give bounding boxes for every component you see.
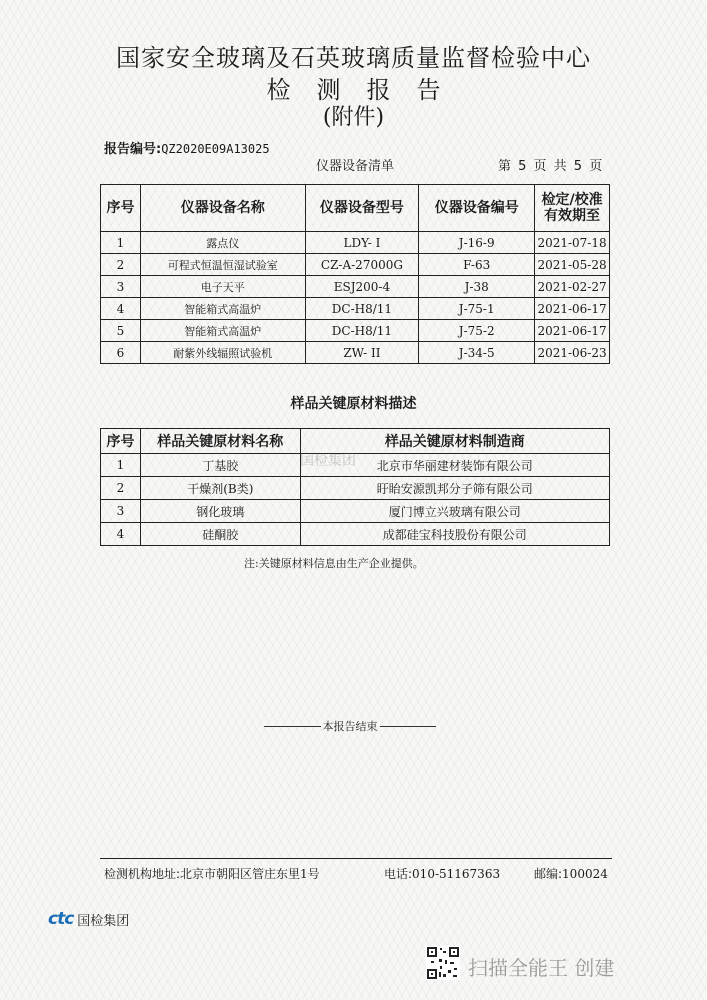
row-no: 1 — [101, 232, 141, 254]
row-date: 2021-06-17 — [535, 320, 610, 342]
row-equipment-name: 可程式恒温恒湿试验室 — [140, 254, 305, 276]
row-no: 4 — [101, 298, 141, 320]
ctc-logo-name: 国检集团 — [77, 913, 130, 929]
table-row — [101, 298, 610, 320]
equipment-list-title: 仪器设备清单 — [316, 159, 395, 174]
address-label: 检测机构地址: — [104, 867, 181, 881]
materials-section-title: 样品关键原材料描述 — [290, 396, 417, 412]
row-no: 2 — [101, 477, 141, 500]
row-manufacturer: 盱眙安源凯邦分子筛有限公司 — [300, 477, 609, 500]
institution-title: 国家安全玻璃及石英玻璃质量监督检验中心 — [116, 44, 591, 72]
row-no: 3 — [101, 500, 141, 523]
row-material-name: 钢化玻璃 — [140, 500, 300, 523]
row-date: 2021-07-18 — [535, 232, 610, 254]
col-header-name: 仪器设备名称 — [140, 185, 305, 232]
row-no: 6 — [101, 342, 141, 364]
end-line-left — [264, 726, 321, 727]
row-code: J-34-5 — [419, 342, 535, 364]
table-row — [101, 477, 610, 500]
report-number — [104, 138, 270, 157]
materials-table — [100, 428, 610, 546]
row-date: 2021-02-27 — [535, 276, 610, 298]
row-equipment-name: 露点仪 — [140, 232, 305, 254]
ctc-logo — [48, 909, 129, 929]
row-manufacturer: 厦门博立兴玻璃有限公司 — [300, 500, 609, 523]
row-no: 3 — [101, 276, 141, 298]
watermark: 国检集团 — [300, 453, 356, 469]
col-header-model: 仪器设备型号 — [305, 185, 419, 232]
col-header-no: 序号 — [101, 185, 141, 232]
row-no: 1 — [101, 454, 141, 477]
row-date: 2021-05-28 — [535, 254, 610, 276]
footer-address — [104, 865, 320, 882]
table-row — [101, 232, 610, 254]
row-equipment-name: 电子天平 — [140, 276, 305, 298]
col-header-material-name: 样品关键原材料名称 — [140, 429, 300, 454]
report-number-value: QZ2020E09A13025 — [161, 142, 270, 156]
phone-label: 电话: — [384, 867, 413, 881]
col-header-code: 仪器设备编号 — [419, 185, 535, 232]
equipment-table — [100, 184, 610, 364]
col-header-manufacturer: 样品关键原材料制造商 — [300, 429, 609, 454]
page-info: 第 5 页 共 5 页 — [498, 159, 603, 174]
row-code: J-38 — [419, 276, 535, 298]
equipment-table-header — [101, 185, 610, 232]
table-row — [101, 276, 610, 298]
row-equipment-name: 智能箱式高温炉 — [140, 298, 305, 320]
postcode-label: 邮编: — [534, 867, 563, 881]
row-model: LDY- I — [305, 232, 419, 254]
end-line-right — [380, 726, 437, 727]
end-of-report-text: 本报告结束 — [322, 720, 378, 733]
table-row — [101, 254, 610, 276]
scanner-watermark-text: 扫描全能王 创建 — [468, 956, 615, 980]
row-model: DC-H8/11 — [305, 320, 419, 342]
attachment-title: (附件) — [322, 105, 385, 130]
row-material-name: 丁基胶 — [140, 454, 300, 477]
row-code: J-75-1 — [419, 298, 535, 320]
footer-postcode — [534, 865, 608, 882]
report-title: 检测报告 — [266, 76, 467, 104]
row-code: F-63 — [419, 254, 535, 276]
table-row — [101, 320, 610, 342]
qr-code-icon — [426, 946, 460, 980]
row-equipment-name: 智能箱式高温炉 — [140, 320, 305, 342]
table-row — [101, 500, 610, 523]
materials-note: 注:关键原材料信息由生产企业提供。 — [244, 557, 424, 570]
row-no: 5 — [101, 320, 141, 342]
footer-divider — [100, 858, 612, 859]
postcode-value: 100024 — [562, 867, 608, 881]
row-model: DC-H8/11 — [305, 298, 419, 320]
row-code: J-75-2 — [419, 320, 535, 342]
row-material-name: 干燥剂(B类) — [140, 477, 300, 500]
phone-value: 010-51167363 — [412, 867, 501, 881]
row-model: CZ-A-27000G — [305, 254, 419, 276]
row-model: ZW- II — [305, 342, 419, 364]
row-no: 4 — [101, 523, 141, 546]
col-header-no: 序号 — [101, 429, 141, 454]
table-row — [101, 342, 610, 364]
row-manufacturer: 成都硅宝科技股份有限公司 — [300, 523, 609, 546]
row-model: ESJ200-4 — [305, 276, 419, 298]
end-of-report — [264, 718, 436, 734]
report-number-label: 报告编号: — [104, 142, 162, 157]
row-date: 2021-06-17 — [535, 298, 610, 320]
row-material-name: 硅酮胶 — [140, 523, 300, 546]
row-no: 2 — [101, 254, 141, 276]
ctc-logo-mark: ctc — [48, 909, 74, 929]
row-date: 2021-06-23 — [535, 342, 610, 364]
row-equipment-name: 耐紫外线辐照试验机 — [140, 342, 305, 364]
row-manufacturer: 北京市华丽建材装饰有限公司 — [300, 454, 609, 477]
address-value: 北京市朝阳区管庄东里1号 — [180, 867, 320, 881]
footer-phone — [384, 865, 500, 882]
row-code: J-16-9 — [419, 232, 535, 254]
col-header-valid-date: 检定/校准有效期至 — [535, 185, 610, 232]
table-row — [101, 523, 610, 546]
